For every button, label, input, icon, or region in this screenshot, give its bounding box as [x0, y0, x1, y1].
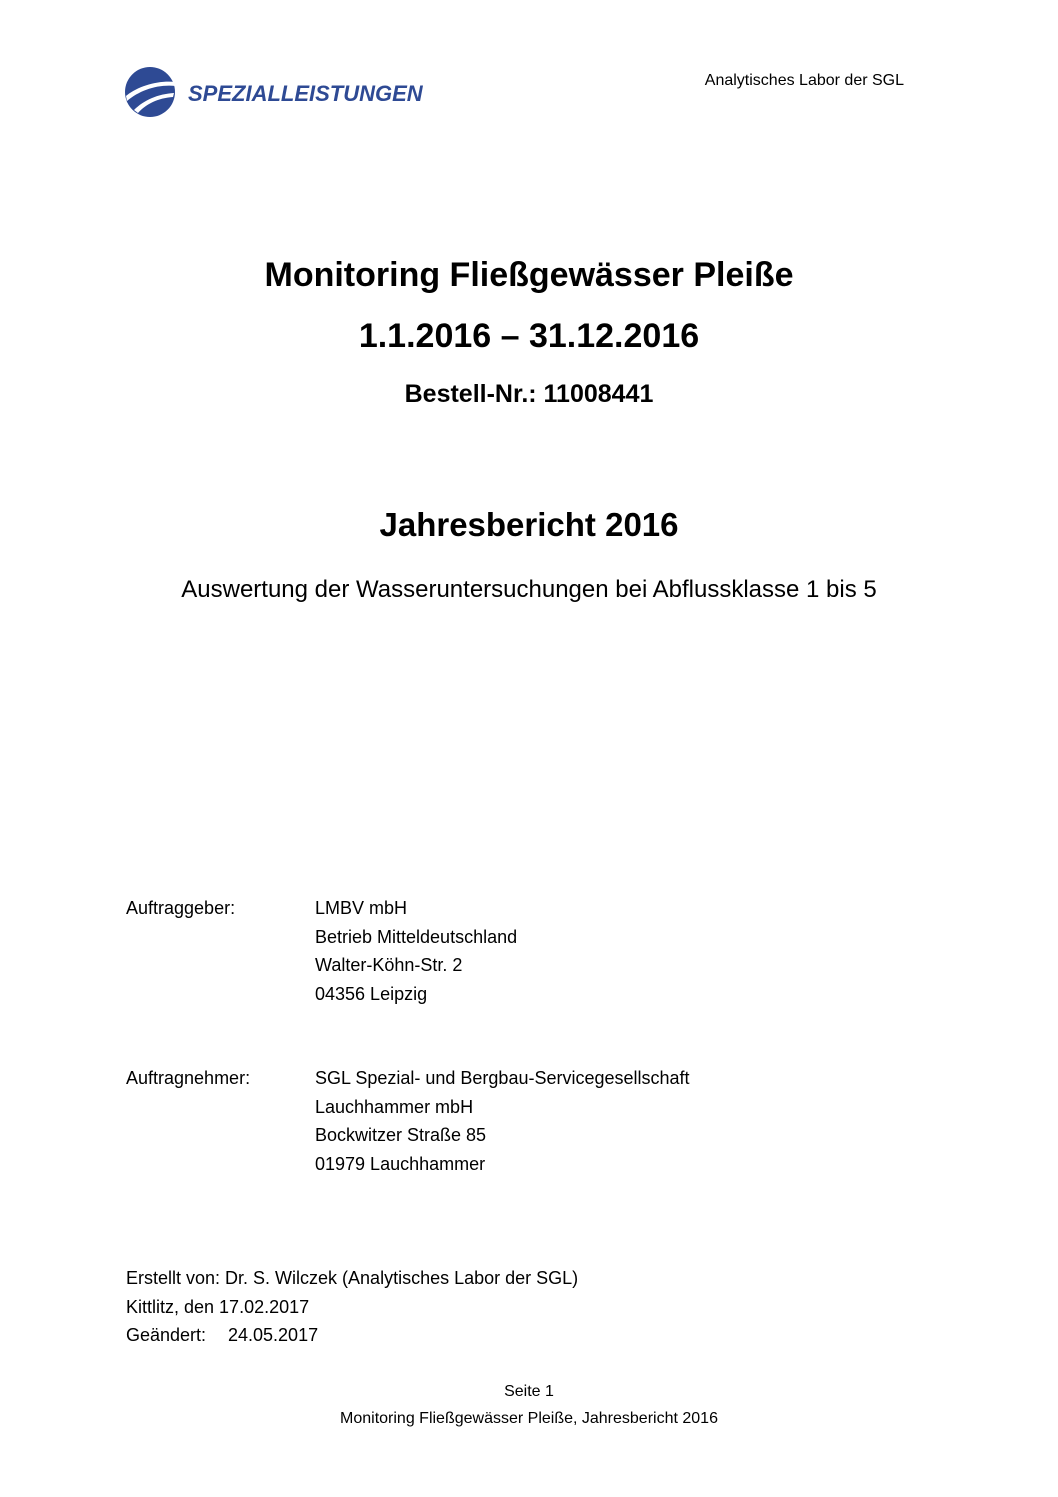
report-title: Jahresbericht 2016 [379, 506, 679, 543]
client-address [315, 894, 517, 1008]
client-line: Betrieb Mitteldeutschland [315, 926, 518, 947]
logo-globe-icon [124, 66, 484, 118]
client-line: 04356 Leipzig [315, 983, 428, 1004]
client-line: LMBV mbH [315, 898, 408, 918]
authoring-block [126, 1264, 578, 1350]
page-number: Seite 1 [504, 1383, 554, 1400]
changed-row [126, 1321, 578, 1350]
contractor-label: Auftragnehmer: [126, 1068, 251, 1088]
client-block [126, 894, 826, 1014]
client-line: Walter-Köhn-Str. 2 [315, 955, 463, 976]
footer-title: Monitoring Fließgewässer Pleiße, Jahresbericht 2016 [340, 1410, 718, 1427]
changed-label: Geändert: [126, 1325, 207, 1346]
contractor-block [126, 1064, 826, 1184]
changed-date: 24.05.2017 [228, 1325, 319, 1346]
header-lab-name: Analytisches Labor der SGL [704, 72, 904, 89]
contractor-line: 01979 Lauchhammer [315, 1153, 486, 1174]
contractor-address [315, 1064, 690, 1178]
contractor-line: SGL Spezial- und Bergbau-Servicegesellschaft [315, 1068, 690, 1088]
document-title: Monitoring Fließgewässer Pleiße [264, 256, 794, 294]
report-period: 1.1.2016 – 31.12.2016 [358, 317, 700, 355]
client-label: Auftraggeber: [126, 898, 236, 918]
logo-text: SPEZIALLEISTUNGEN [188, 81, 423, 106]
place-date: Kittlitz, den 17.02.2017 [126, 1296, 310, 1317]
contractor-line: Lauchhammer mbH [315, 1096, 474, 1117]
order-number: Bestell-Nr.: 11008441 [404, 380, 654, 408]
contractor-line: Bockwitzer Straße 85 [315, 1125, 487, 1146]
created-by: Erstellt von: Dr. S. Wilczek (Analytisches Labor der SGL) [126, 1268, 579, 1288]
company-logo [124, 66, 484, 118]
report-subtitle: Auswertung der Wasseruntersuchungen bei Abflussklasse 1 bis 5 [181, 576, 877, 603]
